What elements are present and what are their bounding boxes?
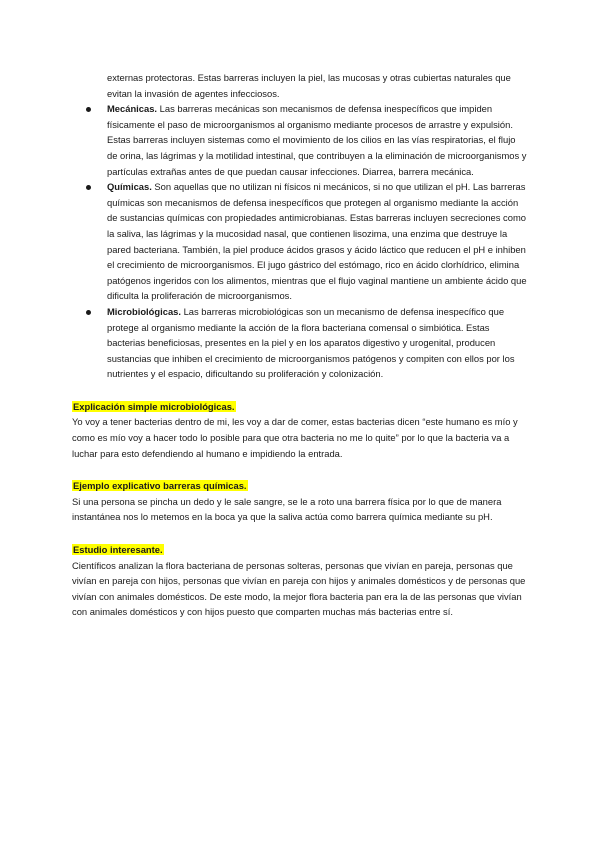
section-ejemplo-quimicas — [72, 478, 527, 525]
list-item-microbiologicas — [72, 304, 527, 382]
section-body: Yo voy a tener bacterias dentro de mi, les voy a dar de comer, estas bacterias dicen “este humano es mío y como es mío voy a hacer todo lo posible para que otra bacteria no me lo quite” por lo que la bacteria va a luchar para esto defendiendo al humano e impidiendo la entrada. — [72, 416, 518, 459]
term-label: Microbiológicas. — [107, 305, 181, 317]
term-label: Químicas. — [107, 181, 152, 193]
section-heading: Explicación simple microbiológicas. — [73, 400, 235, 412]
barrier-list — [72, 101, 527, 382]
bullet-icon — [86, 310, 91, 315]
term-text: Son aquellas que no utilizan ni físicos ni mecánicos, si no que utilizan el pH. Las barreras químicas son mecanismos de defensa inespecíficos que protegen al organismo mediante la acción de sustancias químicas con propiedades antimicrobianas. Estas barreras incluyen secreciones como la saliva, las lágrimas y la mucosidad nasal, que contienen lisozima, una enzima que destruye la pared bacteriana. También, la piel produce ácidos grasos y ácido láctico que reducen el pH e inhiben el crecimiento de microorganismos. El jugo gástrico del estómago, rico en ácido clorhídrico, elimina patógenos ingeridos con los alimentos, mientras que el flujo vaginal mantiene un ambiente ácido que dificulta la proliferación de microorganismos. — [107, 181, 527, 302]
section-heading: Ejemplo explicativo barreras químicas. — [73, 480, 247, 492]
document-content — [72, 70, 527, 620]
bullet-icon — [86, 185, 91, 190]
section-explicacion-microbiologicas — [72, 399, 527, 461]
bullet-icon — [86, 107, 91, 112]
section-body: Si una persona se pincha un dedo y le sale sangre, se le a roto una barrera física por lo que de manera instantánea nos lo metemos en la boca ya que la saliva actúa como barrera química mediante su pH. — [72, 495, 502, 523]
section-estudio-interesante — [72, 542, 527, 620]
term-text: Las barreras mecánicas son mecanismos de defensa inespecíficos que impiden físicamente el paso de microorganismos al organismo mediante procesos de arrastre y expulsión. Estas barreras incluyen sistemas como el movimiento de los cilios en las vías respiratorias, el flujo de orina, las lágrimas y la motilidad intestinal, que contribuyen a la eliminación de microorganismos y partículas extrañas antes de que puedan causar infecciones. Diarrea, barrera mecánica. — [107, 103, 527, 177]
term-text: Las barreras microbiológicas son un mecanismo de defensa inespecífico que protege al organismo mediante la acción de la flora bacteriana comensal o simbiótica. Estas bacterias beneficiosas, presentes en la piel y en los aparatos digestivo y urogenital, producen sustancias que inhiben el crecimiento de microorganismos patógenos y compiten con ellos por los nutrientes y el espacio, dificultando su proliferación y colonización. — [107, 305, 515, 380]
list-item-mecanicas — [72, 101, 527, 179]
term-label: Mecánicas. — [107, 103, 158, 115]
section-body: Científicos analizan la flora bacteriana de personas solteras, personas que vivían en pareja, personas que vivían en pareja con hijos, personas que vivían en pareja con hijos y animales domésticos y de personas que vivían con animales domésticos. De este modo, la mejor flora bacteria pan era la de las personas que vivían con animales domésticos y con hijos puesto que comparten muchas más bacterias entre sí. — [72, 559, 526, 618]
intro-continuation: externas protectoras. Estas barreras incluyen la piel, las mucosas y otras cubiertas naturales que evitan la invasión de agentes infecciosos. — [107, 72, 511, 99]
section-heading: Estudio interesante. — [73, 544, 163, 556]
list-item-quimicas — [72, 179, 527, 304]
